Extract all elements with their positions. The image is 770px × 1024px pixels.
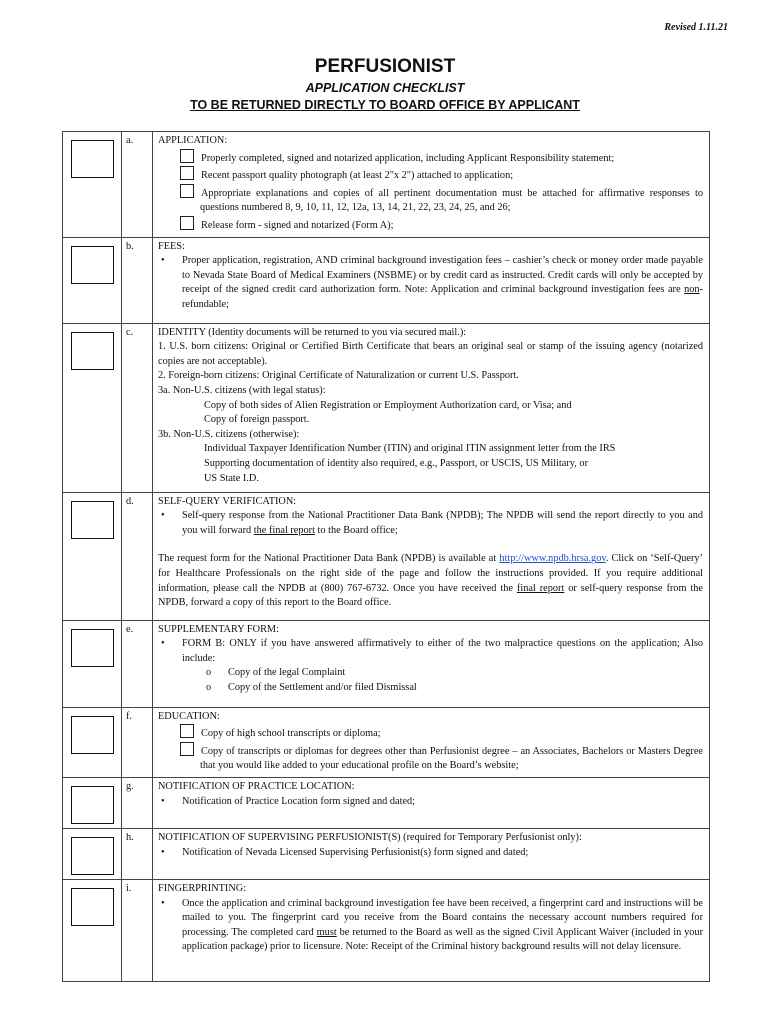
section-heading: FINGERPRINTING: xyxy=(158,882,247,894)
row-checkbox-g[interactable] xyxy=(71,786,114,824)
sub-bullet-item: o Copy of the legal Complaint xyxy=(206,667,346,679)
page-subtitle: APPLICATION CHECKLIST xyxy=(305,81,465,95)
row-checkbox-i[interactable] xyxy=(71,888,114,926)
checklist-row-d xyxy=(63,492,710,620)
checklist-row-g xyxy=(63,777,710,828)
checklist-row-f xyxy=(63,707,710,777)
checklist-item: Copy of transcripts or diplomas for degrees other than Perfusionist degree – an Associates, Bachelors or Masters Degree that you would like added to your educational profile on the Board’s website; xyxy=(158,742,703,774)
item-checkbox[interactable] xyxy=(180,216,194,230)
npdb-paragraph: The request form for the National Practitioner Data Bank (NPDB) is available at http://www.npdb.hrsa.gov. Click on ‘Self-Query’ for Healthcare Professionals on the right side of the page and follow the instructions provided. If you require additional information, please call the NPDB at (800) 767-6732. Once you have received the final report or self-query response from the NPDB, forward a copy of this report to the Board office. xyxy=(158,553,703,609)
section-heading: NOTIFICATION OF PRACTICE LOCATION: xyxy=(158,780,355,792)
row-letter: e. xyxy=(122,620,153,707)
row-letter: h. xyxy=(122,828,153,879)
row-checkbox-e[interactable] xyxy=(71,629,114,667)
identity-line: US State I.D. xyxy=(204,472,259,484)
page-title: PERFUSIONIST xyxy=(314,56,456,77)
identity-line: Copy of foreign passport. xyxy=(204,414,310,426)
section-heading: SUPPLEMENTARY FORM: xyxy=(158,623,279,635)
row-letter: c. xyxy=(122,323,153,492)
checklist-row-h xyxy=(63,828,710,879)
identity-line: 3b. Non-U.S. citizens (otherwise): xyxy=(158,428,300,440)
sub-bullet-item: o Copy of the Settlement and/or filed Dismissal xyxy=(206,681,417,693)
item-checkbox[interactable] xyxy=(180,166,194,180)
checklist-row-i xyxy=(63,879,710,981)
npdb-link[interactable]: http://www.npdb.hrsa.gov xyxy=(499,553,606,565)
section-heading: APPLICATION: xyxy=(158,135,228,146)
item-checkbox[interactable] xyxy=(180,184,194,198)
item-checkbox[interactable] xyxy=(180,724,194,738)
row-letter: g. xyxy=(122,777,153,828)
section-heading: FEES: xyxy=(158,240,185,252)
identity-line: 3a. Non-U.S. citizens (with legal status): xyxy=(158,384,326,396)
checklist-item: Release form - signed and notarized (Form A); xyxy=(158,216,703,234)
bullet-item: • Notification of Nevada Licensed Supervising Perfusionist(s) form signed and dated; xyxy=(161,846,529,858)
identity-line: 2. Foreign-born citizens: Original Certificate of Naturalization or current U.S. Passport. xyxy=(158,370,519,382)
row-checkbox-h[interactable] xyxy=(71,837,114,875)
bullet-item: • Notification of Practice Location form signed and dated; xyxy=(161,795,416,807)
item-checkbox[interactable] xyxy=(180,742,194,756)
identity-line: Copy of both sides of Alien Registration or Employment Authorization card, or Visa; and xyxy=(204,399,572,411)
identity-line: Supporting documentation of identity also required, e.g., Passport, or USCIS, US Military, or xyxy=(204,457,588,469)
row-checkbox-c[interactable] xyxy=(71,332,114,370)
row-letter: b. xyxy=(122,237,153,323)
checklist-item: Recent passport quality photograph (at least 2"x 2") attached to application; xyxy=(158,166,703,184)
revision-date: Revised 1.11.21 xyxy=(664,22,728,33)
item-checkbox[interactable] xyxy=(180,149,194,163)
identity-line: Individual Taxpayer Identification Number (ITIN) and original ITIN assignment letter from the IRS xyxy=(204,443,616,455)
row-letter: d. xyxy=(122,492,153,620)
section-heading: SELF-QUERY VERIFICATION: xyxy=(158,495,297,507)
checklist-item: Properly completed, signed and notarized application, including Applicant Responsibility statement; xyxy=(158,149,703,167)
checklist-table xyxy=(62,131,710,982)
checklist-row-a xyxy=(63,132,710,238)
checklist-item: Copy of high school transcripts or diploma; xyxy=(158,724,703,742)
bullet-item: • Once the application and criminal background investigation fee have been received, a fingerprint card and instructions will be mailed to you. The fingerprint card you receive from the Board contains the necessary account numbers required for processing. The completed card must be returned to the Board as well as the signed Civil Applicant Waiver (included in your application package) prior to licensure. Note: Receipt of the Criminal history background results will not delay licensure. xyxy=(161,897,704,953)
bullet-item: • Proper application, registration, AND criminal background investigation fees – cashier’s check or money order made payable to Nevada State Board of Medical Examiners (NSBME) or by credit card as instructed. Credit cards will only be accepted by receipt of the signed credit card authorization form. Note: Application and criminal background investigation fees are non-refundable; xyxy=(161,255,703,310)
checklist-item: Appropriate explanations and copies of all pertinent documentation must be attached for affirmative responses to questions numbered 8, 9, 10, 11, 12, 12a, 13, 14, 21, 22, 23, 24, 25, and 26; xyxy=(158,184,703,216)
row-checkbox-f[interactable] xyxy=(71,716,114,754)
checklist-row-b xyxy=(63,237,710,323)
row-checkbox-a[interactable] xyxy=(71,140,114,178)
checklist-row-c xyxy=(63,323,710,492)
checklist-row-e xyxy=(63,620,710,707)
bullet-item: • FORM B: ONLY if you have answered affirmatively to either of the two malpractice questions on the application; Also include: xyxy=(161,638,703,664)
section-heading: EDUCATION: xyxy=(158,710,220,722)
row-letter: i. xyxy=(122,879,153,981)
identity-line: 1. U.S. born citizens: Original or Certified Birth Certificate that bears an original seal or stamp of the issuing agency (notarized copies are not acceptable). xyxy=(158,341,703,367)
return-instruction: TO BE RETURNED DIRECTLY TO BOARD OFFICE BY APPLICANT xyxy=(190,98,580,112)
row-checkbox-d[interactable] xyxy=(71,501,114,539)
row-letter: f. xyxy=(122,707,153,777)
row-letter: a. xyxy=(122,132,153,238)
row-checkbox-b[interactable] xyxy=(71,246,114,284)
bullet-item: • Self-query response from the National Practitioner Data Bank (NPDB); The NPDB will send the report directly to you and you will forward the final report to the Board office; xyxy=(161,510,703,536)
section-heading: NOTIFICATION OF SUPERVISING PERFUSIONIST(S) (required for Temporary Perfusionist only): xyxy=(158,831,582,843)
section-heading: IDENTITY (Identity documents will be returned to you via secured mail.): xyxy=(158,326,467,338)
